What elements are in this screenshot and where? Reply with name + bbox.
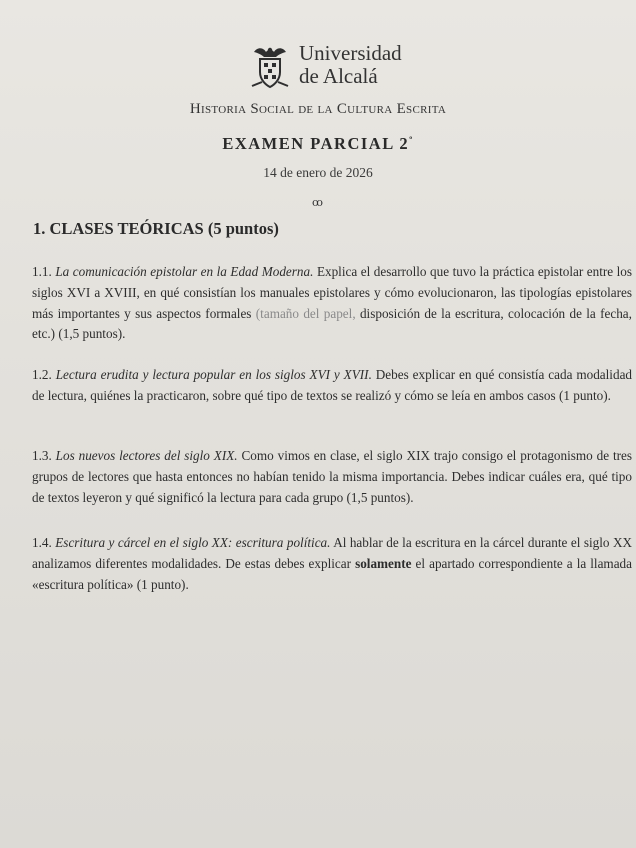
university-crest-logo xyxy=(246,42,294,90)
university-name-line1: Universidad xyxy=(299,41,402,65)
question-number: 1.3. xyxy=(32,448,52,463)
question-1-2 xyxy=(32,365,632,407)
section-title: 1. CLASES TEÓRICAS (5 puntos) xyxy=(33,219,279,238)
question-1-3 xyxy=(32,446,632,508)
question-text: Explica el desarrollo que tuvo la práctica epistolar entre los siglos XVI a XVIII, en qué consistían los manuales epistolares y cómo evolucionaron, las tipologías epistolares más importantes y sus aspectos formales xyxy=(32,264,633,321)
question-text-end: el apartado correspondiente a la llamada «escritura política» (1 punto). xyxy=(32,555,632,592)
question-text: Debes explicar en qué consistía cada modalidad de lectura, quiénes la practicaron, sobre qué tipo de textos se realizó y cómo se leía en ambos casos (1 punto). xyxy=(32,367,633,403)
question-number: 1.4. xyxy=(32,535,52,550)
exam-title-text: EXAMEN PARCIAL 2 xyxy=(222,134,410,153)
question-topic: La comunicación epistolar en la Edad Moderna. xyxy=(55,264,314,279)
question-1-4 xyxy=(32,533,632,595)
question-1-1 xyxy=(32,262,632,345)
question-text: Al hablar de la escritura en la cárcel durante el siglo XX analizamos diferentes modalidades. De estas debes explicar xyxy=(32,535,633,571)
question-topic: Los nuevos lectores del siglo XIX. xyxy=(55,448,238,463)
question-number: 1.1. xyxy=(32,264,52,279)
flourish-ornament: ꝏ xyxy=(312,197,323,209)
question-text-end: disposición de la escritura, colocación de la fecha, etc.) (1,5 puntos). xyxy=(32,305,632,342)
university-name xyxy=(299,42,402,88)
question-topic: Escritura y cárcel en el siglo XX: escritura política. xyxy=(55,535,331,550)
question-number: 1.2. xyxy=(32,367,52,382)
course-title: Historia Social de la Cultura Escrita xyxy=(189,101,447,117)
question-topic: Lectura erudita y lectura popular en los siglos XVI y XVII. xyxy=(55,367,372,382)
exam-title xyxy=(0,134,636,154)
exam-title-ordinal: º xyxy=(409,134,414,145)
exam-date: 14 de enero de 2026 xyxy=(263,165,373,180)
question-text: Como vimos en clase, el siglo XIX trajo consigo el protagonismo de tres grupos de lectores que hasta entonces no habían tenido la misma importancia. Debes indicar cuáles era, qué tipo de textos leyeron y qué significó la lectura para cada grupo (1,5 puntos). xyxy=(32,448,633,505)
university-name-line2: de Alcalá xyxy=(299,64,378,88)
question-text-faded: (tamaño del papel, xyxy=(255,305,356,321)
question-emphasis: solamente xyxy=(355,555,412,571)
